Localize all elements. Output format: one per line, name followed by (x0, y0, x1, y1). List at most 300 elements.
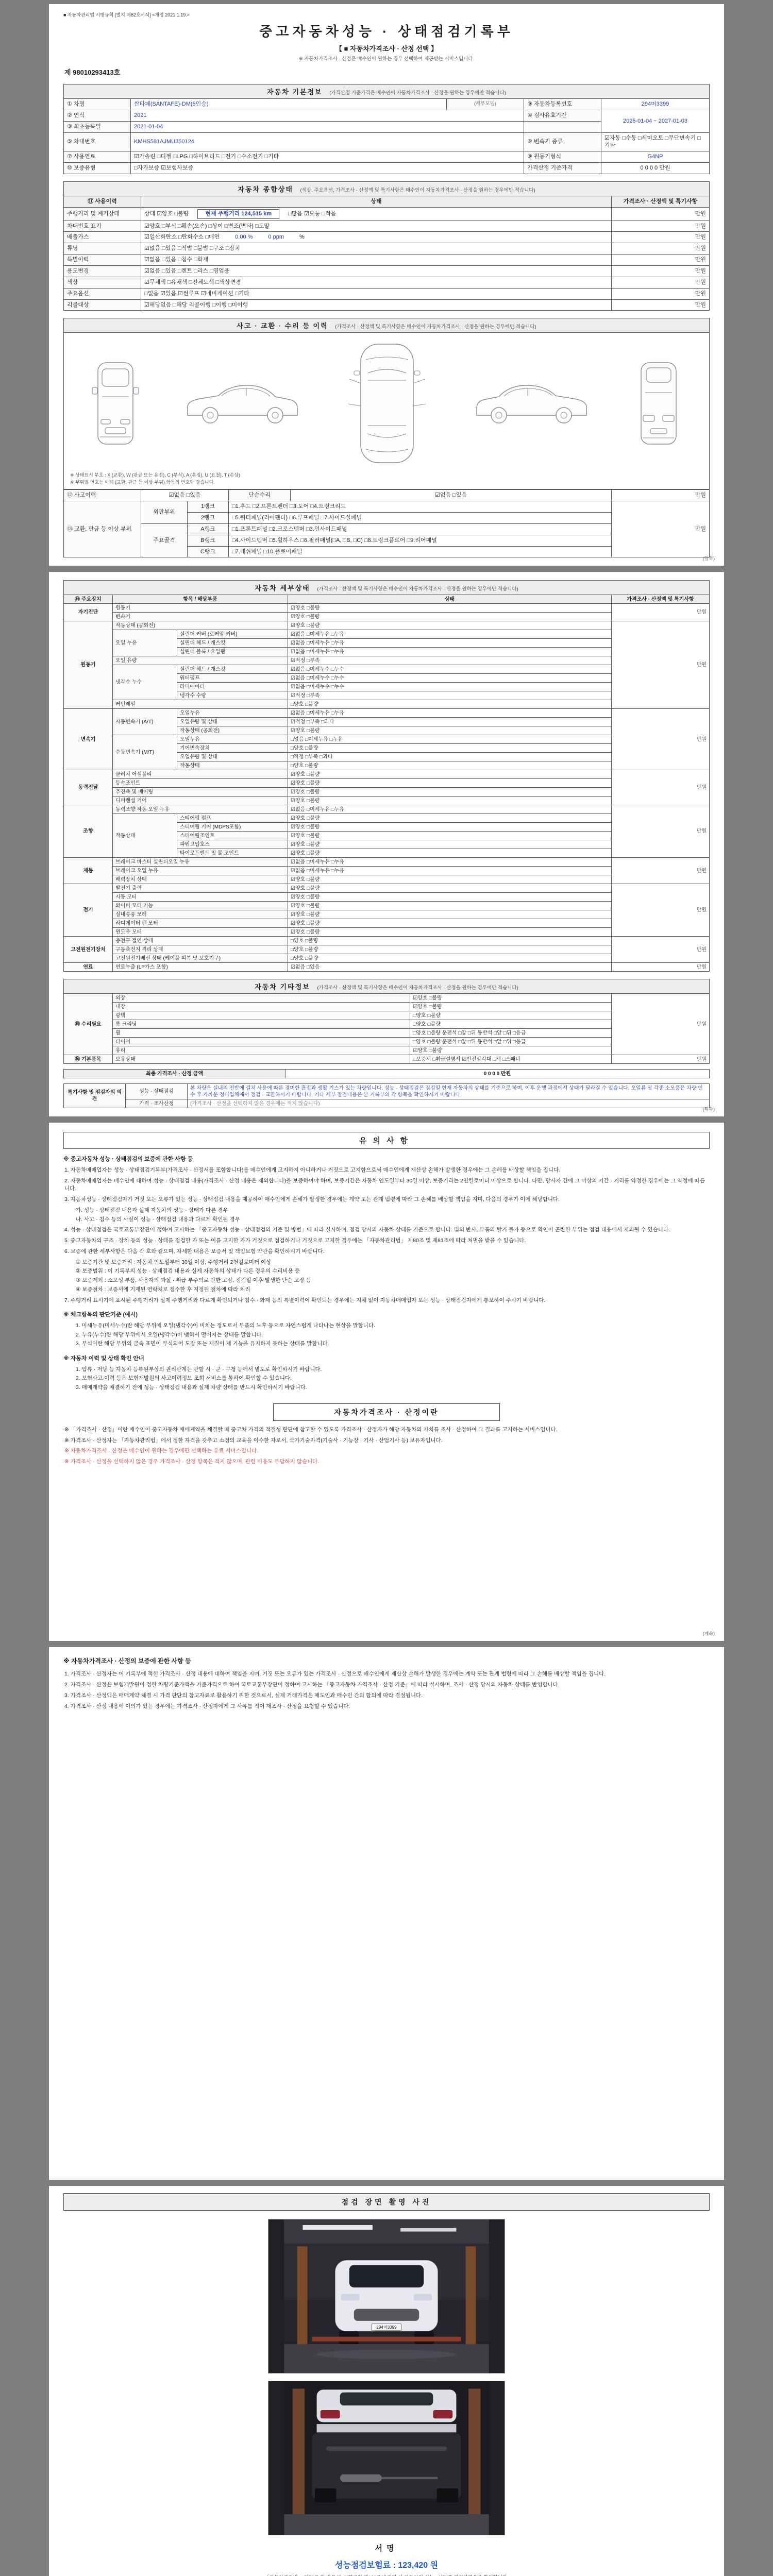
table-row (64, 221, 710, 232)
cell: 만원 (612, 994, 710, 1055)
hc-value: 0 ppm (268, 234, 284, 241)
cell: 자기진단 (64, 604, 113, 621)
cell: 발전기 출력 (113, 884, 288, 893)
cell: ④ 검사유효기간 (524, 110, 601, 121)
cell: 외판부위 (141, 501, 188, 524)
cell (141, 207, 612, 221)
basic-info-header (63, 84, 710, 98)
cell: ⑪ 사용이력 (64, 196, 141, 207)
cell: 만원 (612, 1055, 710, 1064)
cell: ☑양호 □불량 (288, 779, 612, 788)
cell: 제동 (64, 858, 113, 884)
table-row (64, 884, 710, 893)
cell: 스티어링조인트 (177, 832, 288, 840)
notice-line: 3. 가격조사 · 산정액은 매매계약 체결 시 가격 판단의 참고자료로 활용하기 위한 것으로서, 실제 거래가격은 매도인과 매수인 간의 합의에 따라 결정됩니다. (64, 1692, 423, 1699)
base-price-value: 0 0 0 0 만원 (601, 163, 710, 174)
table-row (64, 770, 710, 779)
inspection-photo-underbody (268, 2381, 505, 2535)
cell: □양호 □불량 (288, 761, 612, 770)
cell: ☑양호 □불량 (288, 910, 612, 919)
notice-body (63, 1155, 710, 1392)
frame-rankC-options: □7.대쉬패널 □10.플로어패널 (229, 546, 612, 557)
cell: ② 연식 (64, 110, 131, 121)
cell: ☑양호 □불량 (288, 770, 612, 779)
cell (524, 121, 601, 132)
cell: 변속기 (64, 709, 113, 770)
cell: 실린더 헤드 / 개스킷 (177, 665, 288, 674)
cell: 튜닝 (64, 243, 141, 255)
cell: ☑양호 □불량 (288, 919, 612, 928)
color-options: ☑무채색 □유채색 □전체도색 □색상변경 (141, 277, 612, 288)
notice-line: ※ 가격조사 · 산정을 선택하지 않은 경우 가격조사 · 산정 항목은 적지 않으며, 관련 비용도 부담하지 않습니다. (64, 1459, 320, 1465)
table-row (64, 196, 710, 207)
cell: 특기사항 및 점검자의 의견 (64, 1084, 126, 1108)
cell: □양호 □불량 (410, 1011, 612, 1020)
cell: ⑮ 수리필요 (64, 994, 113, 1055)
cell: ☑양호 □불량 (288, 621, 612, 630)
table-row (64, 1055, 710, 1064)
cell: 커먼레일 (113, 700, 288, 709)
cell: 배출가스 (64, 232, 141, 243)
cell: 작동상태 (공회전) (113, 621, 288, 630)
cell: 실린더 커버 (로커암 커버) (177, 630, 288, 639)
basic-info-table (63, 98, 710, 174)
etc-info-note: (가격조사 · 산정액 및 특기사항은 매수인이 자동차가격조사 · 산정을 원하는 경우에만 적습니다) (317, 985, 518, 991)
overall-condition-table (63, 196, 710, 311)
odometer-state-options: 상태 ☑양호 □불량 (144, 210, 191, 217)
cell: □없음 □미세누유 □누유 (288, 735, 612, 744)
notice-line: ③ 보증제외 : 소모성 부품, 사용자의 과실 · 취급 부주의로 인한 고장, 점검일 이후 발생한 단순 고장 등 (76, 1277, 311, 1284)
cell: 오일누유 (177, 735, 288, 744)
price-survey-comment: (가격조사 · 산정을 선택하지 않은 경우에는 적지 않습니다) (188, 1099, 710, 1108)
vin-marking-options: ☑양호 □부식 □훼손(오손) □상이 □변조(변타) □도말 (141, 221, 612, 232)
page-5 (49, 2186, 724, 2576)
cell: ⑫ 사고이력 (64, 490, 141, 501)
cell: □양호 □불량 (288, 945, 612, 954)
cell: 만원 (612, 288, 710, 299)
cell: 실내송풍 모터 (113, 910, 288, 919)
inspection-insurance-fee: 성능점검보험료 : 123,420 원 (334, 2561, 439, 2570)
cell: ☑적정 □부족 (288, 691, 612, 700)
car-left-side-diagram (180, 375, 304, 432)
etc-info-title: 자동차 기타정보 (255, 983, 310, 991)
cell: 가격조사 · 산정액 및 특기사항 (612, 196, 710, 207)
table-row (64, 858, 710, 867)
cell: 차대번호 표기 (64, 221, 141, 232)
frame-rankB-options: □4.사이드멤버 □5.휠하우스 □6.필러패널(□A, □B, □C) □8.트렁크플로어 □9.리어패널 (229, 535, 612, 546)
car-front-diagram (90, 354, 141, 452)
cell: 연료누출 (LP가스 포함) (113, 963, 288, 972)
cell: 고전원전기장치 (64, 937, 113, 963)
cell: ⑯ 기본품목 (64, 1055, 113, 1064)
notice-line: 가. 성능 · 상태점검 내용과 실제 자동차의 성능 · 상태가 다른 경우 (76, 1207, 228, 1213)
price-survey-assurance-title: ※ 자동차가격조사 · 산정의 보증에 관한 사항 등 (63, 1657, 191, 1665)
cell: 작동상태 (공회전) (177, 726, 288, 735)
cell: ☑없음 □미세누수 □누수 (288, 665, 612, 674)
table-row (64, 963, 710, 972)
frame-rankA-options: □1.프론트패널 □2.크로스멤버 □3.인사이드패널 (229, 523, 612, 535)
inspection-valid-period-value: 2025-01-04 ~ 2027-01-03 (601, 110, 710, 132)
cell: (세부모델) (447, 99, 524, 110)
cell: 스티어링 펌프 (177, 814, 288, 823)
cell: 워터펌프 (177, 674, 288, 683)
notice-line: 나. 사고 · 침수 등의 사실이 성능 · 상태점검 내용과 다르게 확인된 경우 (76, 1216, 240, 1223)
etc-info-header (63, 979, 710, 993)
car-top-diagram (343, 339, 431, 468)
cell: A랭크 (188, 523, 229, 535)
cell: □양호 □불량 (288, 954, 612, 963)
car-right-side-diagram (470, 375, 594, 432)
page-mark: (앞쪽) (702, 556, 715, 562)
cell: ☑없음 □미세누수 □누수 (288, 674, 612, 683)
cell: 2랭크 (188, 513, 229, 524)
cell: 배력장치 상태 (113, 875, 288, 884)
cell: 만원 (612, 501, 710, 557)
table-row (64, 937, 710, 945)
cell: ☑없음 □미세누유 □누유 (288, 639, 612, 648)
cell: 원동기 (113, 604, 288, 613)
notice-line: 2. 가격조사 · 산정은 보험개발원이 정한 차량기준가액을 기준가격으로 하여 국토교통부장관이 정하여 고시하는 「중고자동차 가격조사 · 산정 기준」에 따라 실시하며, 조사 · 산정 당시의 자동차 상태를 반영합니다. (64, 1682, 560, 1688)
model-year-value: 2021 (131, 110, 524, 121)
table-row (64, 595, 710, 604)
cell: 만원 (612, 277, 710, 288)
table-row (64, 490, 710, 501)
cell: 작동상태 (113, 814, 177, 858)
notice-line: ※ 자동차가격조사 · 산정은 매수인이 원하는 경우에만 선택하는 유료 서비스입니다. (64, 1448, 259, 1454)
cell: ⑩ 보증유형 (64, 163, 131, 174)
notice-line: 7. 주행거리 표시기에 표시된 주행거리가 실제 주행거리와 다르게 확인되거나 침수 · 화재 등의 특별이력이 확인되는 경우에는 지체 없이 자동차매매업자 또는 성능 · 상태점검자에게 통보하여 주시기 바랍니다. (64, 1297, 546, 1303)
cell: ☑양호 □불량 (410, 994, 612, 1003)
photo-license-plate: 294머3399 (376, 2325, 397, 2330)
cell: 단순수리 (229, 490, 291, 501)
cell: 동력조향 작동 오일 누유 (113, 805, 288, 814)
smoke-value: % (299, 234, 305, 241)
notice-line: 2. 누유(누수)란 해당 부위에서 오일(냉각수)이 맺혀서 떨어지는 상태를 말합니다. (76, 1331, 263, 1338)
table-row (64, 288, 710, 299)
cell: 만원 (612, 232, 710, 243)
cell: 타이어 (113, 1038, 410, 1046)
cell: 전기 (64, 884, 113, 937)
cell: ☑양호 □불량 (288, 884, 612, 893)
table-row (64, 501, 710, 513)
accident-history-title: 사고 · 교환 · 수리 등 이력 (237, 322, 328, 330)
cell: ☑양호 □불량 (288, 849, 612, 858)
cell: ☑양호 □불량 (288, 726, 612, 735)
table-row (64, 110, 710, 121)
cell: 수동변속기 (M/T) (113, 735, 177, 770)
table-row (64, 265, 710, 277)
detail-condition-title: 자동차 세부상태 (255, 584, 310, 592)
notice-line: ※ 중고자동차 성능 · 상태점검의 보증에 관한 사항 등 (63, 1156, 193, 1163)
page-mark: (계속) (702, 1631, 715, 1637)
inspection-photo-front (268, 2219, 505, 2374)
co-value: 0.00 % (235, 234, 253, 241)
table-row (64, 99, 710, 110)
accident-history-options: ☑없음 □있음 (141, 490, 229, 501)
notice-line: 4. 가격조사 · 산정 내용에 이의가 있는 경우에는 가격조사 · 산정자에게 그 사유를 적어 재조사 · 산정을 요청할 수 있습니다. (64, 1703, 350, 1709)
table-row (64, 277, 710, 288)
table-row (64, 232, 710, 243)
cell: 만원 (612, 490, 710, 501)
cell: 브레이크 마스터 실린더오일 누유 (113, 858, 288, 867)
overall-condition-note: (색상, 주요옵션, 가격조사 · 산정액 및 특기사항은 매수인이 자동차가격조사 · 산정을 원하는 경우에만 적습니다) (300, 187, 535, 193)
current-mileage-value: 현재 주행거리 124,515 km (197, 209, 279, 219)
price-survey-definition-notes (63, 1426, 710, 1466)
cell: ☑양호 □불량 (288, 604, 612, 613)
cell: 주행거리 및 계기상태 (64, 207, 141, 221)
cell: B랭크 (188, 535, 229, 546)
cell: ⑥ 변속기 종류 (524, 132, 601, 151)
cell: 만원 (612, 937, 710, 963)
table-row (64, 243, 710, 255)
cell: 만원 (612, 805, 710, 858)
final-price-value: 0 0 0 0 만원 (285, 1070, 710, 1078)
cell: 구동축전지 격리 상태 (113, 945, 288, 954)
notice-line: 2. 보험사고 이력 등은 보험개발원의 사고이력정보 조회 서비스를 통하여 확인할 수 있습니다. (76, 1375, 292, 1382)
cell: ⑦ 사용연료 (64, 151, 131, 163)
cell: ☑없음 □미세누유 □누유 (288, 648, 612, 656)
cell: 만원 (612, 770, 710, 805)
car-damage-diagrams (70, 339, 704, 468)
inspector-comment: 본 차량은 실내외 전반에 걸쳐 사용에 따른 경미한 흠집과 생활 기스가 있는 차량입니다. 성능 · 상태점검은 점검일 현재 자동차의 상태를 기준으로 하며, 이후 운행 과정에서 상태가 달라질 수 있습니다. 오일류 및 각종 소모품은 차량 인수 후 가까운 정비업체에서 점검 · 교환하시기 바랍니다. 기타 세부 점검내용은 본 기록부의 각 항목을 확인하시기 바랍니다. (188, 1084, 710, 1099)
warranty-type-options: □자가보증 ☑보험사보증 (131, 163, 524, 174)
table-row (64, 621, 710, 630)
overall-condition-header (63, 181, 710, 196)
cell: 상태 (141, 196, 612, 207)
cell: 상태 (288, 595, 612, 604)
cell: 만원 (612, 207, 710, 221)
page-3 (49, 1123, 724, 1641)
page-2 (49, 572, 724, 1116)
cell: 내장 (113, 1003, 410, 1011)
form-reference: ■ 자동차관리법 시행규칙 [별지 제82호서식] <개정 2021.1.19.> (63, 12, 190, 18)
accident-history-table (63, 489, 710, 557)
cell: ☑적정 □부족 □과다 (288, 718, 612, 726)
cell: ☑양호 □불량 (288, 823, 612, 832)
table-row (64, 151, 710, 163)
cell: ⑨ 자동차등록번호 (524, 99, 601, 110)
notice-line: 5. 중고자동차의 구조 · 장치 등의 성능 · 상태를 점검한 자 또는 이를 고지한 자가 거짓으로 점검하거나 거짓으로 고지한 경우에는 「자동차관리법」 제80조 및 제81조에 따라 처벌을 받을 수 있습니다. (64, 1238, 526, 1244)
cell: 1랭크 (188, 501, 229, 513)
cell: ⑬ 교환, 판금 등 이상 부위 (64, 501, 141, 557)
table-row (64, 255, 710, 266)
cell: 휠 (113, 1029, 410, 1038)
cell: 스티어링 기어 (MDPS포함) (177, 823, 288, 832)
table-row (64, 1099, 710, 1108)
cell: ⑧ 원동기형식 (524, 151, 601, 163)
cell: 등속조인트 (113, 779, 288, 788)
cell: 만원 (612, 265, 710, 277)
accident-history-header (63, 318, 710, 332)
cell: 조향 (64, 805, 113, 858)
table-row (64, 604, 710, 613)
cell: 유리 (113, 1046, 410, 1055)
cell: ☑양호 □불량 (288, 796, 612, 805)
tuning-options: ☑없음 □있음 □적법 □불법 □구조 □장치 (141, 243, 612, 255)
page-mark: (뒤쪽) (702, 1107, 715, 1112)
notice-line: ※ 상태표시 부호 : X (교환), W (판금 또는 용접), C (부식), A (흠집), U (요철), T (손상) (70, 472, 240, 478)
cell: 오일 누유 (113, 630, 177, 656)
cell: ☑양호 □불량 (288, 613, 612, 621)
cell: ☑양호 □불량 (288, 928, 612, 937)
cell: 연료 (64, 963, 113, 972)
detail-condition-table (63, 595, 710, 972)
signature-label: 서명 (375, 2544, 398, 2553)
cell: 충전구 절연 상태 (113, 937, 288, 945)
inspection-photos-title: 점검 장면 촬영 사진 (63, 2193, 710, 2211)
notice-line: 3. 매매계약을 체결하기 전에 성능 · 상태점검 내용과 실제 차량 상태를 반드시 확인하시기 바랍니다. (76, 1384, 307, 1391)
detail-condition-header (63, 580, 710, 595)
cell: 만원 (612, 255, 710, 266)
overall-condition-title: 자동차 종합상태 (238, 185, 293, 193)
price-survey-assurance-body (63, 1670, 710, 1710)
document-number: 제 98010293413호 (64, 69, 121, 76)
document-title: 중고자동차성능 · 상태점검기록부 (259, 24, 514, 39)
final-price-label: 최종 가격조사 · 산정 금액 (64, 1070, 285, 1078)
cell: 특별이력 (64, 255, 141, 266)
table-row (64, 163, 710, 174)
cell: 작동상태 (177, 761, 288, 770)
cell: 가격 · 조사산정 (126, 1099, 188, 1108)
cell: 룸 크리닝 (113, 1020, 410, 1029)
cell: 변속기 (113, 613, 288, 621)
special-history-options: ☑없음 □있음 □침수 □화재 (141, 255, 612, 266)
cell: 디퍼렌셜 기어 (113, 796, 288, 805)
cell: 추진축 및 베어링 (113, 788, 288, 796)
cell: 오일유량 및 상태 (177, 718, 288, 726)
notice-line: 3. 자동차성능 · 상태점검자가 거짓 또는 오류가 있는 성능 · 상태점검 내용을 제공하여 매수인에게 손해가 발생한 경우에는 계약 또는 관계 법령에 따라 그 손해를 배상할 책임을 지며, 다음의 경우가 이에 해당합니다. (64, 1196, 560, 1203)
recall-options: ☑해당없음 □해당 리콜이행 □이행 □미이행 (141, 299, 612, 311)
notice-line: ※ 「가격조사 · 산정」이란 매수인이 중고자동차 매매계약을 체결할 때 중고차 가격의 적절성 판단에 참고할 수 있도록 가격조사 · 산정자가 해당 자동차의 가치를 조사 · 산정하여 그 결과를 고지하는 서비스입니다. (64, 1426, 558, 1433)
notice-line: ※ 가격조사 · 산정자는 「자동차관리법」에서 정한 자격을 갖추고 소정의 교육을 이수한 자로서, 국가기술자격(기술사 · 기능장 · 기사 · 산업기사 등) 보유자입니다. (64, 1437, 443, 1444)
cell: 실린더 헤드 / 개스킷 (177, 639, 288, 648)
cell: ☑양호 □불량 (288, 814, 612, 823)
page-4 (49, 1647, 724, 2180)
cell: 만원 (612, 709, 710, 770)
cell: ☑없음 □미세누유 □누유 (288, 867, 612, 875)
notice-line: 3. 부식이란 해당 부위의 금속 표면이 부식되어 도장 또는 재질이 제 기능을 유지하지 못하는 상태를 말합니다. (76, 1341, 329, 1347)
cell: 성능 · 상태점검 (126, 1084, 188, 1099)
cell: ☑양호 □불량 (288, 893, 612, 902)
transmission-type-options: ☑자동 □수동 □세미오토 □무단변속기 □기타 (601, 132, 710, 151)
price-survey-select-note: ※ 자동차가격조사 · 산정은 매수인이 원하는 경우 선택하여 제공받는 서비스입니다. (298, 56, 475, 62)
cell: 가격산정 기준가격 (524, 163, 601, 174)
cell: 윈도우 모터 (113, 928, 288, 937)
price-survey-select-title: 【 ■ 자동차가격조사 · 산정 선택 】 (335, 45, 438, 53)
cell: 냉각수 수량 (177, 691, 288, 700)
outer-panel-rank2-options: □5.쿼터패널(리어펜더) □6.루프패널 □7.사이드실패널 (229, 513, 612, 524)
diagram-notes (70, 472, 704, 486)
cell: 만원 (612, 858, 710, 884)
cell: □양호 □불량 운전석 □앞 □뒤 동반석 □앞 □뒤 □응급 (410, 1038, 612, 1046)
notice-line: ※ 체크항목의 판단기준 (예시) (63, 1312, 138, 1318)
cell: 주요골격 (141, 523, 188, 557)
final-price-table (63, 1069, 710, 1078)
cell: 고전원전기배선 상태 (케이블 피복 및 보호기구) (113, 954, 288, 963)
cell: 라디에이터 (177, 683, 288, 691)
page-1 (49, 4, 724, 566)
cell: 만원 (612, 604, 710, 621)
cell: □양호 □불량 (288, 700, 612, 709)
basic-info-title: 자동차 기본정보 (267, 88, 323, 96)
cell: ☑양호 □불량 (288, 788, 612, 796)
cell: 파워고압호스 (177, 840, 288, 849)
cell: 만원 (612, 884, 710, 937)
legal-confirmation-line (63, 2573, 710, 2576)
cell: 실린더 블록 / 오일팬 (177, 648, 288, 656)
cell: 가격조사 · 산정액 및 특기사항 (612, 595, 710, 604)
cell: 타이로드엔드 및 볼 조인트 (177, 849, 288, 858)
cell: ☑양호 □불량 (410, 1046, 612, 1055)
main-options: □없음 ☑있음 ☑썬루프 ☑네비게이션 □기타 (141, 288, 612, 299)
cell: C랭크 (188, 546, 229, 557)
engine-type-value: G4NP (601, 151, 710, 163)
cell: ☑양호 □불량 (288, 840, 612, 849)
notice-line: ※ 자동차 이력 및 상태 확인 안내 (63, 1355, 144, 1362)
cell: 라디에이터 팬 모터 (113, 919, 288, 928)
cell: ⑤ 차대번호 (64, 132, 131, 151)
table-row (64, 207, 710, 221)
notice-line: ※ 부위별 번호는 아래 (교환, 판금 등 이상 부위) 항목의 번호와 같습니다. (70, 479, 215, 485)
table-row (64, 1084, 710, 1099)
table-row (64, 1070, 710, 1078)
cell: ③ 최초등록일 (64, 121, 131, 132)
basic-info-note: (가격산정 기준가격은 매수인이 자동차가격조사 · 산정을 원하는 경우에만 적습니다) (329, 90, 506, 96)
car-damage-diagram-panel (63, 332, 710, 489)
simple-repair-options: ☑없음 □있음 (291, 490, 612, 501)
notice-line: ② 보증범위 : 이 기록부의 성능 · 상태점검 내용과 실제 자동차의 상태가 다른 경우의 수리비용 등 (76, 1268, 300, 1275)
cell: ☑양호 □불량 (410, 1003, 612, 1011)
cell: □양호 □불량 운전석 □앞 □뒤 동반석 □앞 □뒤 □응급 (410, 1029, 612, 1038)
inspector-opinion-table (63, 1083, 710, 1108)
cell: 항목 / 해당부품 (113, 595, 288, 604)
cell: ☑적정 □부족 (288, 656, 612, 665)
fuel-type-options: ☑가솔린 □디젤 □LPG □하이브리드 □전기 □수소전기 □기타 (131, 151, 524, 163)
cell (141, 232, 612, 243)
cell: □보증서 □취급설명서 ☑안전삼각대 □잭 □스패너 (410, 1055, 612, 1064)
cell: ☑없음 □미세누유 □누유 (288, 709, 612, 718)
cell: ⑭ 주요장치 (64, 595, 113, 604)
notice-line: ① 보증기간 및 보증거리 : 자동차 인도일부터 30일 이상, 주행거리 2천킬로미터 이상 (76, 1259, 272, 1265)
cell: □양호 □불량 (288, 744, 612, 753)
etc-info-table (63, 993, 710, 1064)
cell: ☑양호 □불량 (288, 875, 612, 884)
table-row (64, 132, 710, 151)
cell: 만원 (612, 299, 710, 311)
cell: ① 차명 (64, 99, 131, 110)
vin-value: KMHS581AJMU350124 (131, 132, 524, 151)
accident-history-note: (가격조사 · 산정액 및 특기사항은 매수인이 자동차가격조사 · 산정을 원하는 경우에만 적습니다) (335, 324, 536, 330)
cell: 리콜대상 (64, 299, 141, 311)
cell: 오일유량 및 상태 (177, 753, 288, 761)
cell: 광택 (113, 1011, 410, 1020)
cell: 만원 (612, 243, 710, 255)
car-name-value: 싼타페(SANTAFE)-DM(5인승) (131, 99, 447, 110)
document-viewer (0, 4, 773, 2576)
table-row (64, 994, 710, 1003)
table-row (64, 709, 710, 718)
cell: 만원 (612, 963, 710, 972)
cell: 만원 (612, 621, 710, 709)
cell: ☑없음 □미세누유 □누유 (288, 858, 612, 867)
cell: ☑없음 □미세누유 □누유 (288, 805, 612, 814)
cell: 자동변속기 (A/T) (113, 709, 177, 735)
cell: 만원 (612, 221, 710, 232)
cell: □양호 □불량 (410, 1020, 612, 1029)
mileage-level-options: □많음 ☑보통 □적음 (287, 210, 337, 217)
notice-line: 1. 자동차매매업자는 성능 · 상태점검기록부(가격조사 · 산정서를 포함합니다)를 매수인에게 고지하지 아니하거나 거짓으로 고지함으로써 매수인에게 재산상 손해가 발생한 경우에는 그 손해를 배상할 책임을 집니다. (64, 1166, 561, 1173)
table-row (64, 805, 710, 814)
